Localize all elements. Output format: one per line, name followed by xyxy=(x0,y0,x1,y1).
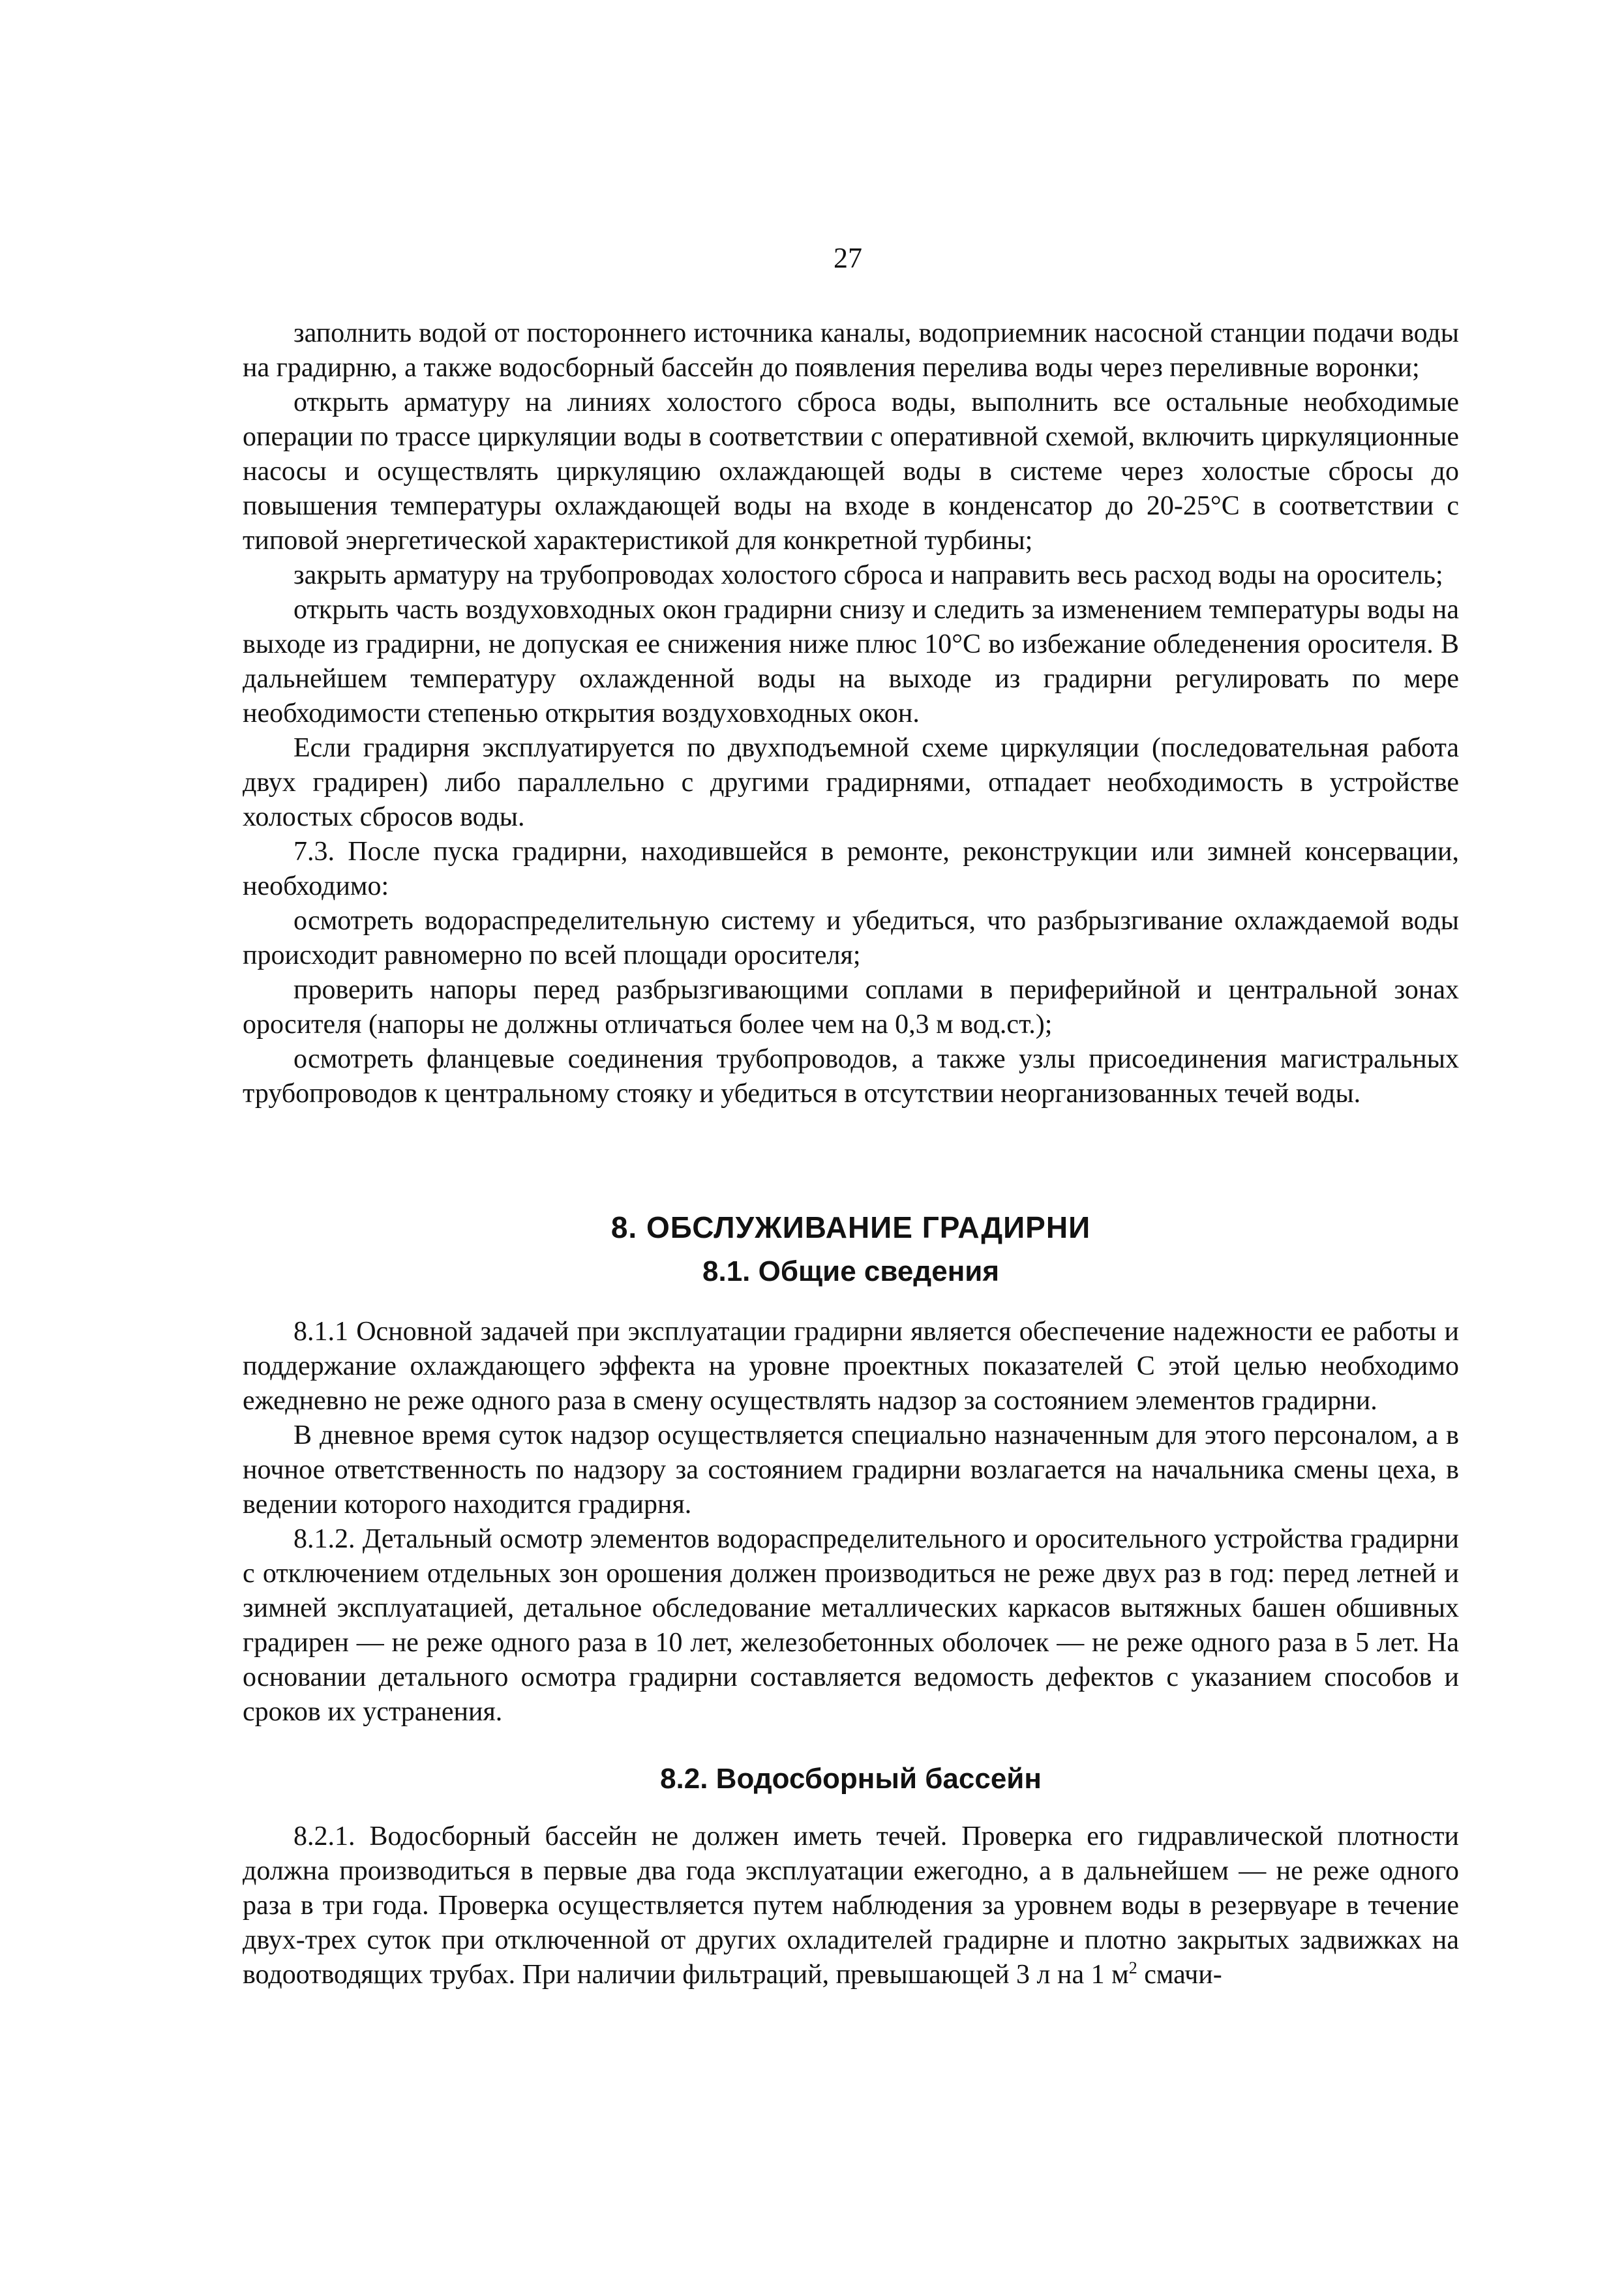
paragraph-tail: смачи- xyxy=(1137,1960,1222,1990)
body-text-block-2 xyxy=(243,1315,1459,1729)
paragraph: проверить напоры перед разбрызгивающими соплами в периферийной и центральной зонах оросителя (напоры не должны отличаться более чем на 0,3 м вод.ст.); xyxy=(243,975,1459,1040)
paragraph: 7.3. После пуска градирни, находившейся в ремонте, реконструкции или зимней консервации, необходимо: xyxy=(243,837,1459,901)
paragraph: заполнить водой от постороннего источника каналы, водоприемник насосной станции подачи воды на градирню, а также водосборный бассейн до появления перелива воды через переливные воронки; xyxy=(243,318,1459,383)
section-heading: 8. ОБСЛУЖИВАНИЕ ГРАДИРНИ xyxy=(610,1210,1091,1244)
paragraph: осмотреть фланцевые соединения трубопроводов, а также узлы присоединения магистральных трубопроводов к центральному стояку и убедиться в отсутствии неорганизованных течей воды. xyxy=(243,1044,1459,1109)
paragraph: 8.1.2. Детальный осмотр элементов водораспределительного и оросительного устройства градирни с отключением отдельных зон орошения должен производиться не реже двух раз в год: перед летней и зимней эксплуатацией, детальное обследование металлических каркасов вытяжных башен обшивных градирен — не реже одного раза в 10 лет, железобетонных оболочек — не реже одного раза в 5 лет. На основании детального осмотра градирни составляется ведомость дефектов с указанием способов и сроков их устранения. xyxy=(243,1524,1459,1727)
paragraph: открыть арматуру на линиях холостого сброса воды, выполнить все остальные необходимые операции по трассе циркуляции воды в соответствии с оперативной схемой, включить циркуляционные насосы и осуществлять циркуляцию охлаждающей воды в системе через холостые сбросы до повышения температуры охлаждающей воды на входе в конденсатор до 20-25°С в соответствии с типовой энергетической характеристикой для конкретной турбины; xyxy=(243,387,1459,556)
body-text-block-3 xyxy=(243,1819,1459,1992)
subsection-heading-basin: 8.2. Водосборный бассейн xyxy=(660,1763,1042,1795)
paragraph: 8.1.1 Основной задачей при эксплуатации градирни является обеспечение надежности ее работы и поддержание охлаждающего эффекта на уровне проектных показателей С этой целью необходимо ежедневно не реже одного раза в смену осуществлять надзор за состоянием элементов градирни. xyxy=(243,1317,1459,1416)
paragraph: осмотреть водораспределительную систему и убедиться, что разбрызгивание охлаждаемой воды происходит равномерно по всей площади оросителя; xyxy=(243,906,1459,970)
paragraph: открыть часть воздуховходных окон градирни снизу и следить за изменением температуры воды на выходе из градирни, не допуская ее снижения ниже плюс 10°С во избежание обледенения оросителя. В дальнейшем температуру охлажденной воды на выходе из градирни регулировать по мере необходимости степенью открытия воздуховходных окон. xyxy=(243,595,1459,728)
paragraph: В дневное время суток надзор осуществляется специально назначенным для этого персоналом, а в ночное ответственность по надзору за состоянием градирни возлагается на начальника смены цеха, в ведении которого находится градирня. xyxy=(243,1420,1459,1520)
body-text-block-1 xyxy=(243,316,1459,1111)
paragraph: Если градирня эксплуатируется по двухподъемной схеме циркуляции (последовательная работа двух градирен) либо параллельно с другими градирнями, отпадает необходимость в устройстве холостых сбросов воды. xyxy=(243,733,1459,832)
subsection-heading-general: 8.1. Общие сведения xyxy=(702,1255,999,1287)
paragraph: закрыть арматуру на трубопроводах холостого сброса и направить весь расход воды на ороситель; xyxy=(293,560,1443,590)
page-number: 27 xyxy=(834,242,862,274)
paragraph-text: 8.2.1. Водосборный бассейн не должен иметь течей. Проверка его гидравлической плотности должна производиться в первые два года эксплуатации ежегодно, а в дальнейшем — не реже одного раза в три года. Проверка осуществляется путем наблюдения за уровнем воды в резервуаре в течение двух-трех суток при отключенной от других охладителей градирне и плотно закрытых задвижках на водоотводящих трубах. При наличии фильтраций, превышающей 3 л на 1 м xyxy=(243,1821,1459,1990)
paragraph xyxy=(243,1819,1459,1992)
superscript: 2 xyxy=(1128,1958,1137,1977)
